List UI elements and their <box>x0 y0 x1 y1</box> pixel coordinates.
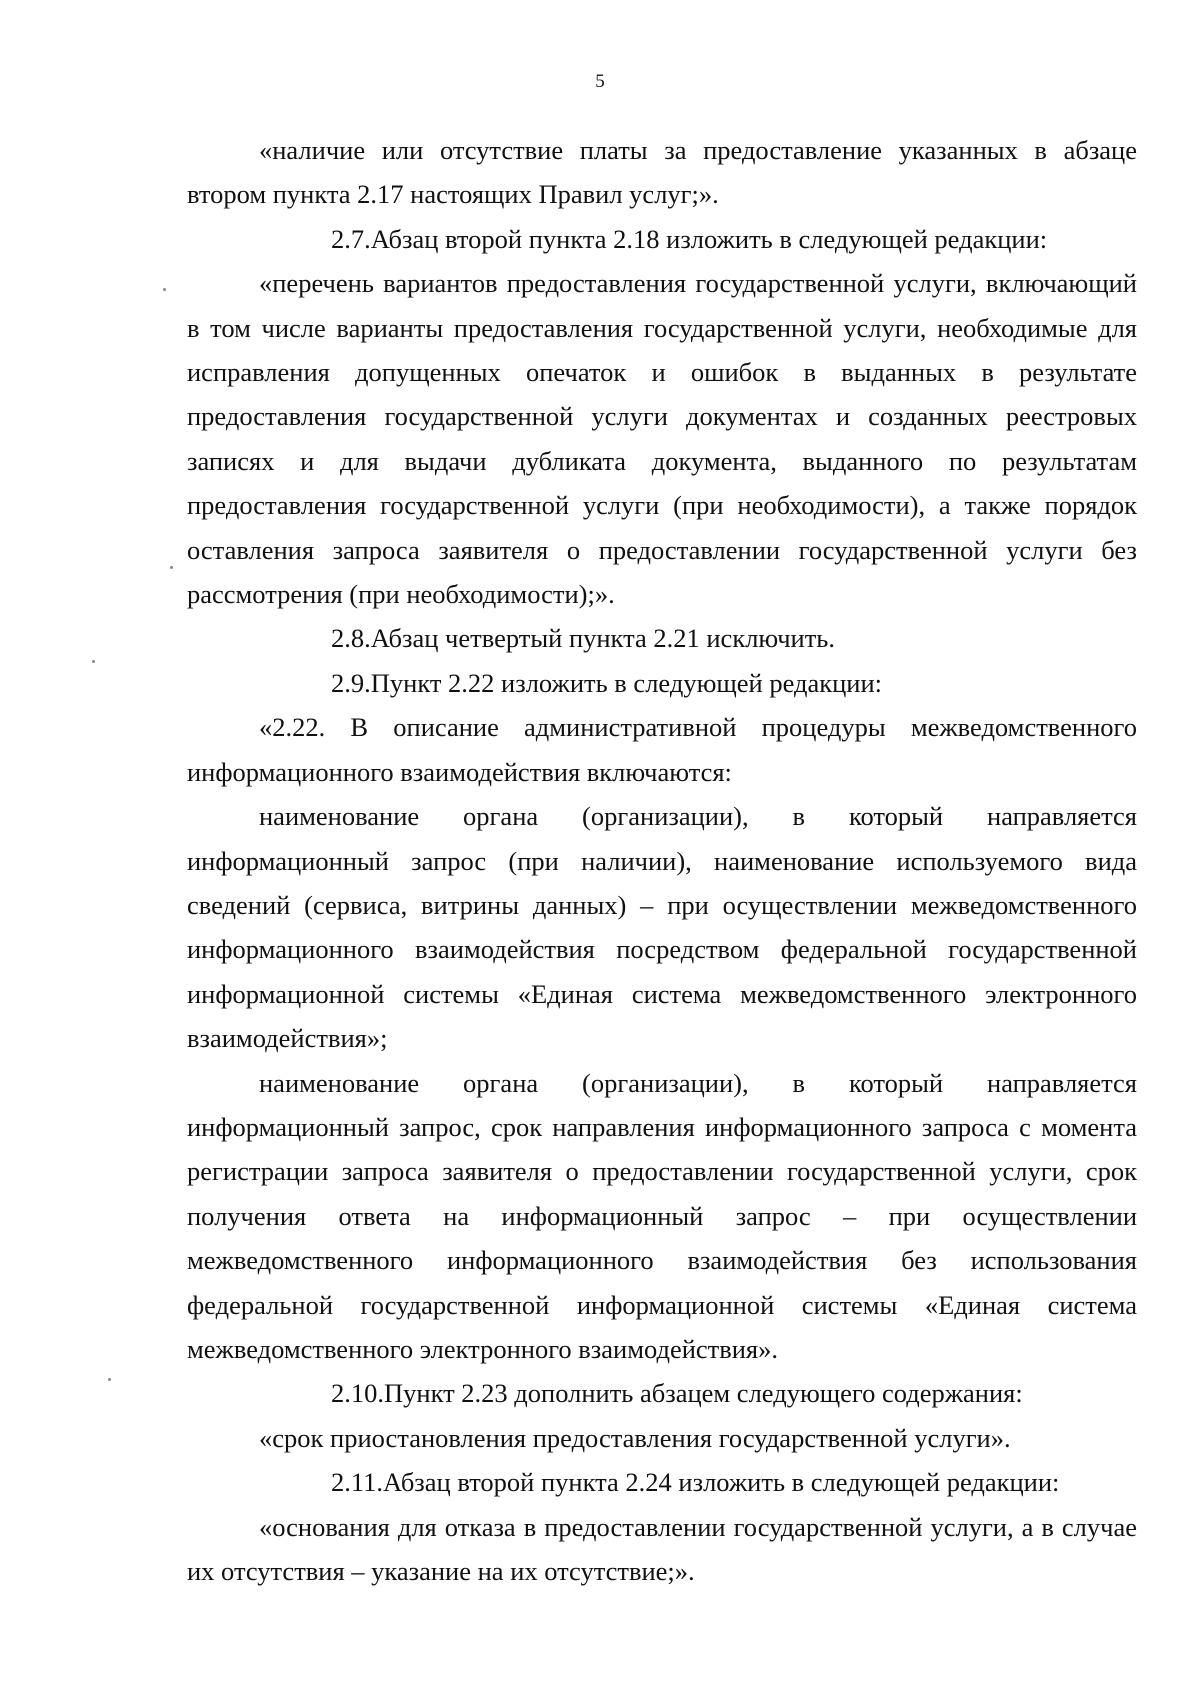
item-number: 2.8. <box>331 623 371 654</box>
item-2-9 <box>187 661 1137 705</box>
item-text: Пункт 2.23 дополнить абзацем следующего содержания: <box>384 1378 1023 1409</box>
scan-speck <box>92 660 95 663</box>
item-2-7 <box>187 217 1137 261</box>
item-number: 2.9. <box>331 667 371 698</box>
paragraph-text: «наличие или отсутствие платы за предоставление указанных в абзаце втором пункта 2.17 настоящих Правил услуг;». <box>187 135 1137 210</box>
paragraph-text: наименование органа (организации), в который направляется информационный запрос, срок направления информационного запроса с момента регистрации запроса заявителя о предоставлении государственной услуги, срок получения ответа на информационный запрос – при осуществлении межведомственного информационного взаимодействия без использования федеральной государственной информационной системы «Единая система межведомственного электронного взаимодействия». <box>187 1067 1137 1364</box>
paragraph-quote-2-22 <box>187 705 1137 794</box>
document-body <box>187 128 1137 1593</box>
scan-speck <box>163 288 166 291</box>
item-text: Абзац четвертый пункта 2.21 исключить. <box>370 623 836 654</box>
item-2-8 <box>187 616 1137 660</box>
item-2-11 <box>187 1460 1137 1504</box>
paragraph-quote-refusal <box>187 1505 1137 1594</box>
item-number: 2.11. <box>331 1467 384 1498</box>
paragraph-text: «срок приостановления предоставления государственной услуги». <box>259 1422 1011 1453</box>
item-2-10 <box>187 1371 1137 1415</box>
paragraph-text: наименование органа (организации), в который направляется информационный запрос (при наличии), наименование используемого вида сведений (сервиса, витрины данных) – при осуществлении межведомственного информационного взаимодействия посредством федеральной государственной информационной системы «Единая система межведомственного электронного взаимодействия»; <box>187 801 1137 1054</box>
paragraph-text: «перечень вариантов предоставления государственной услуги, включающий в том числе варианты предоставления государственной услуги, необходимые для исправления допущенных опечаток и ошибок в выданных в результате предоставления государственной услуги документах и созданных реестровых записях и для выдачи дубликата документа, выданного по результатам предоставления государственной услуги (при необходимости), а также порядок оставления запроса заявителя о предоставлении государственной услуги без рассмотрения (при необходимости);». <box>187 268 1137 610</box>
item-text: Пункт 2.22 изложить в следующей редакции: <box>370 667 883 698</box>
scan-speck <box>170 566 173 569</box>
paragraph-quote-variants <box>187 261 1137 616</box>
paragraph-smev-with <box>187 794 1137 1060</box>
paragraph-quote-suspension <box>187 1416 1137 1460</box>
paragraph-text: «основания для отказа в предоставлении государственной услуги, а в случае их отсутствия – указание на их отсутствие;». <box>187 1511 1137 1586</box>
item-text: Абзац второй пункта 2.18 изложить в следующей редакции: <box>370 223 1048 254</box>
scan-speck <box>108 1378 111 1381</box>
paragraph-smev-without <box>187 1061 1137 1372</box>
item-text: Абзац второй пункта 2.24 изложить в следующей редакции: <box>383 1467 1060 1498</box>
item-number: 2.10. <box>331 1378 384 1409</box>
paragraph-quote-payment <box>187 128 1137 217</box>
item-number: 2.7. <box>331 223 371 254</box>
page-number: 5 <box>595 71 605 92</box>
paragraph-text: «2.22. В описание административной процедуры межведомственного информационного взаимодействия включаются: <box>187 712 1137 787</box>
